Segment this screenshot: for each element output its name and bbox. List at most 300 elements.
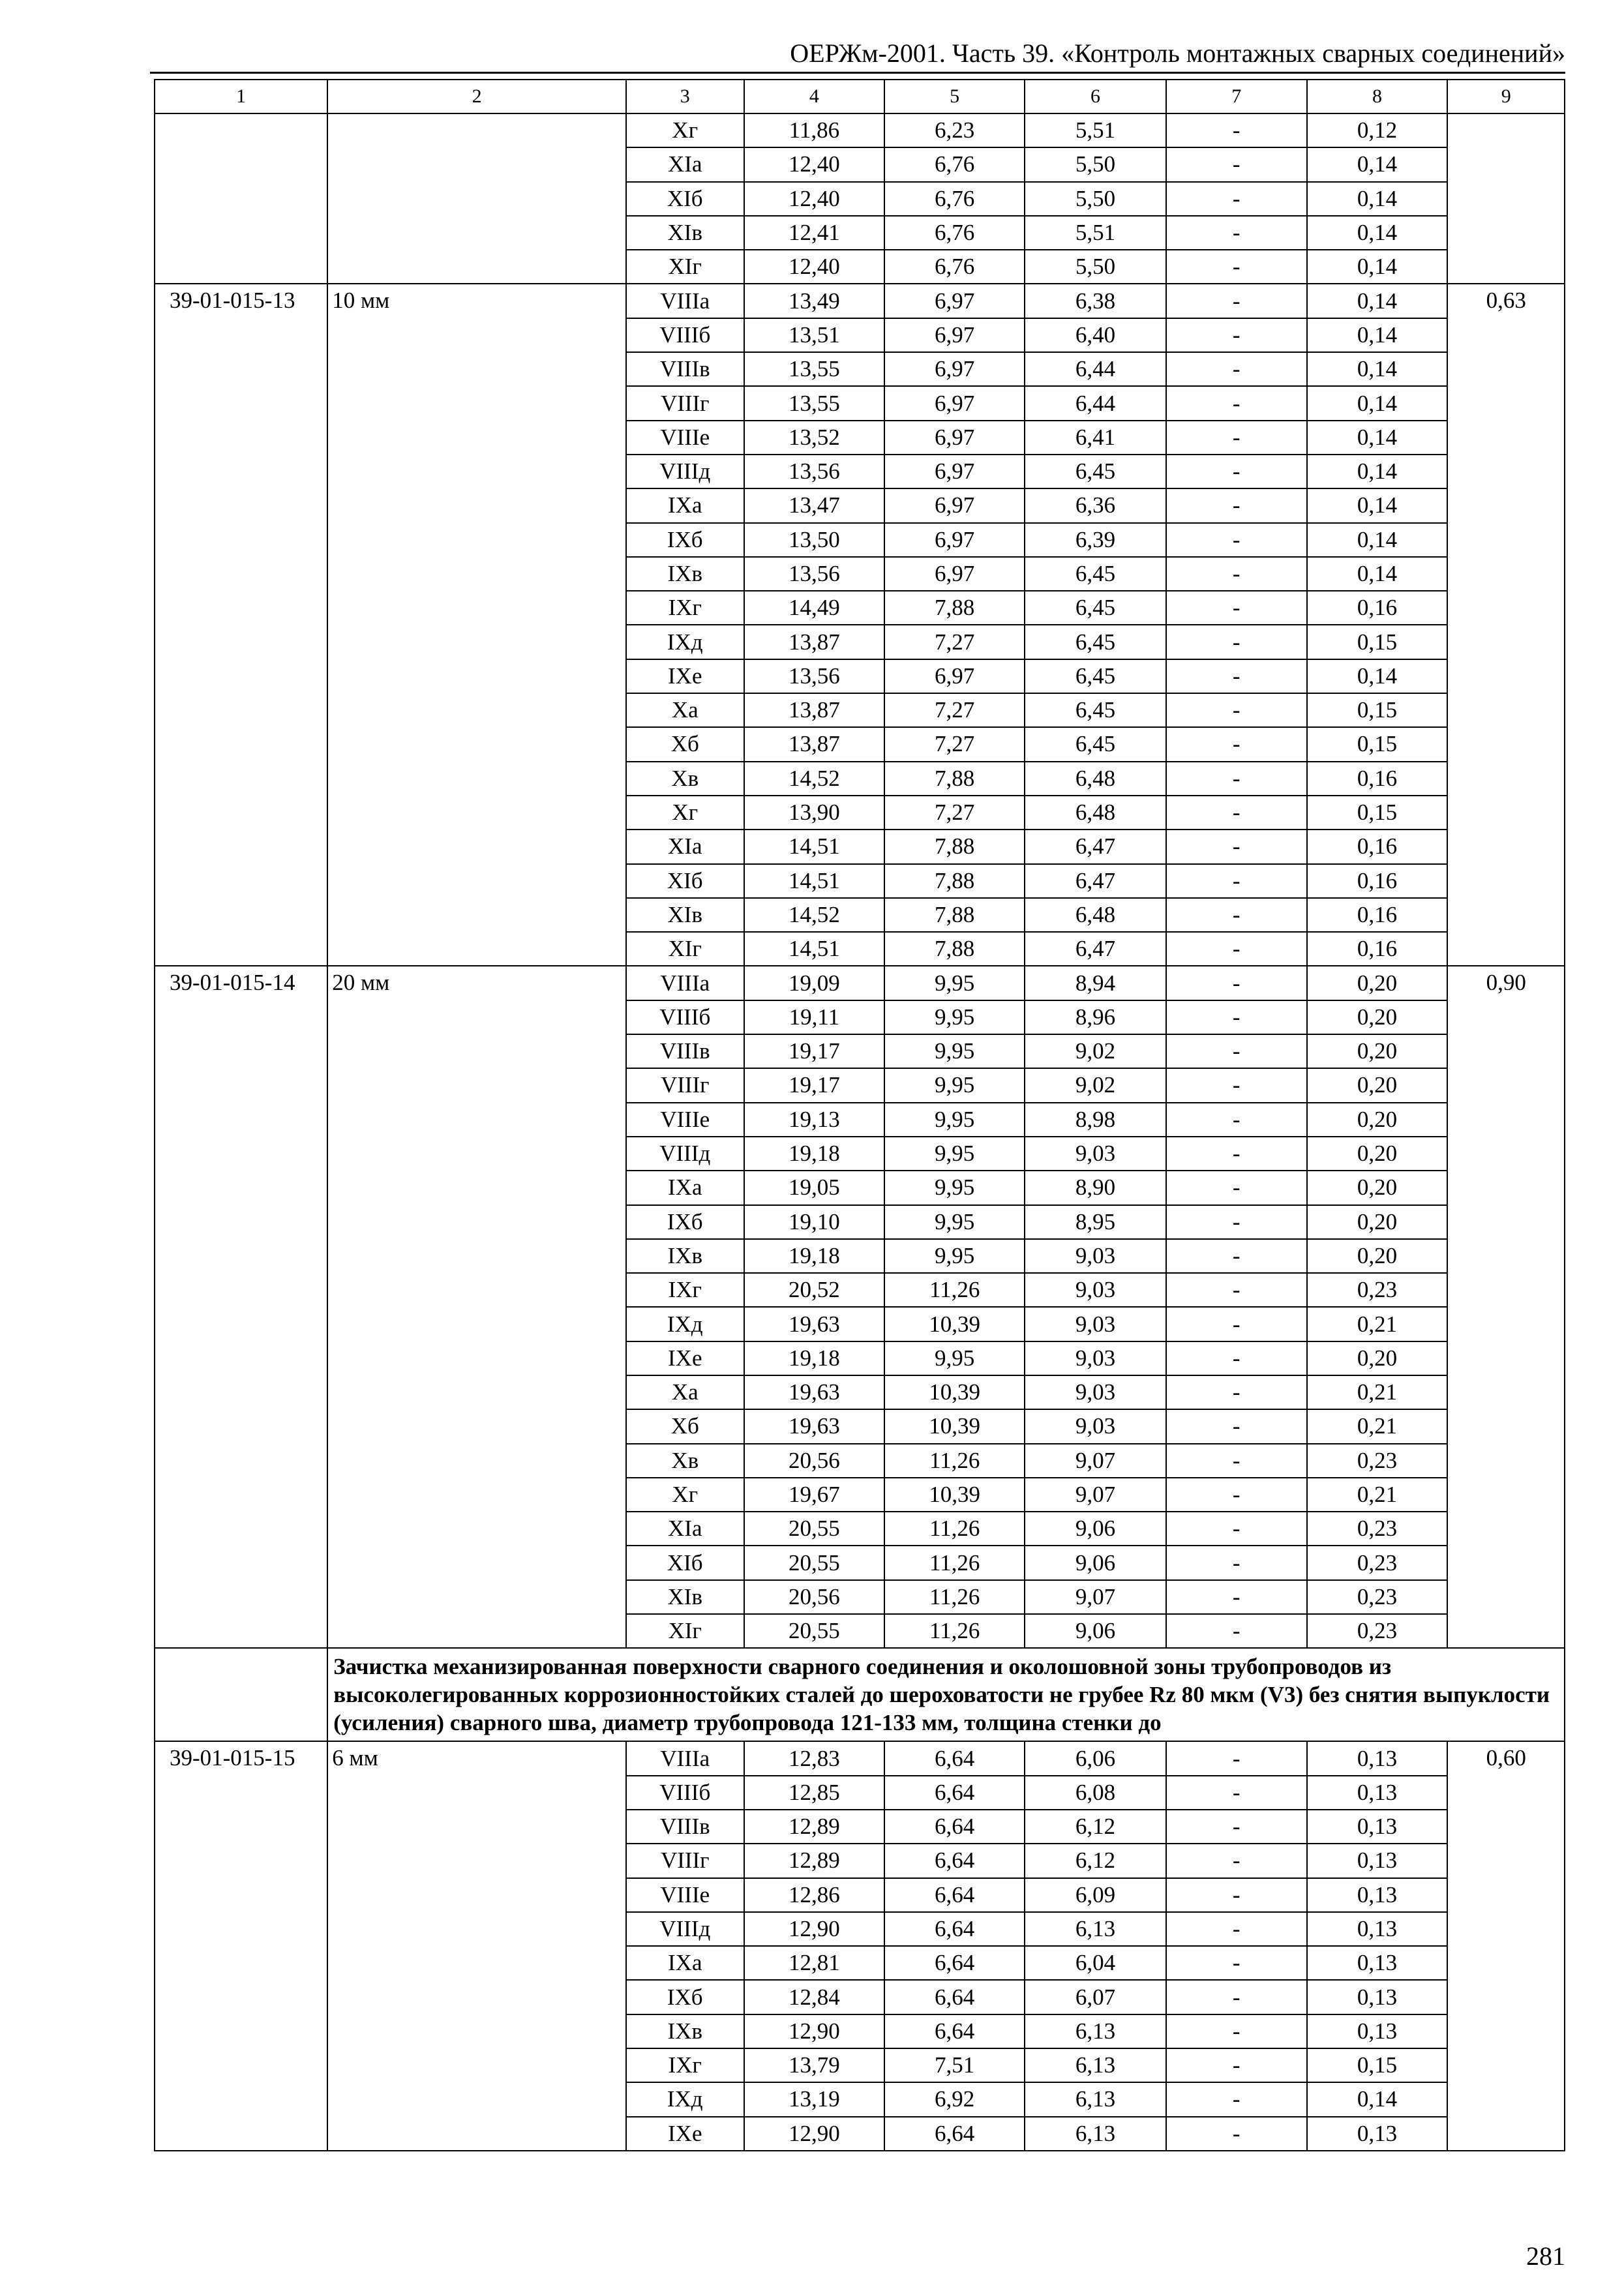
value-col6: 6,48: [1025, 898, 1166, 932]
column-number: 2: [327, 80, 626, 113]
group-cell: VIIIд: [626, 455, 744, 488]
value-col6: 6,08: [1025, 1776, 1166, 1810]
value-col7: -: [1166, 1444, 1307, 1478]
value-col6: 5,50: [1025, 147, 1166, 181]
group-cell: IXв: [626, 1239, 744, 1273]
table-row: [155, 1741, 1565, 1775]
value-col7: -: [1166, 1478, 1307, 1512]
value-col7: -: [1166, 557, 1307, 591]
group-cell: VIIIг: [626, 386, 744, 420]
value-col7: -: [1166, 216, 1307, 250]
value-col7: -: [1166, 1409, 1307, 1443]
value-col8: 0,14: [1307, 352, 1448, 386]
group-cell: XIг: [626, 932, 744, 966]
value-col5: 7,27: [884, 693, 1025, 727]
value-col4: 19,63: [744, 1409, 885, 1443]
value-col7: -: [1166, 1068, 1307, 1102]
value-col4: 19,09: [744, 966, 885, 1000]
value-col8: 0,15: [1307, 2048, 1448, 2082]
value-col6: 5,51: [1025, 113, 1166, 147]
value-col6: 6,45: [1025, 625, 1166, 659]
value-col8: 0,20: [1307, 1171, 1448, 1204]
value-col8: 0,21: [1307, 1375, 1448, 1409]
value-col6: 6,45: [1025, 659, 1166, 693]
value-col5: 6,64: [884, 1878, 1025, 1912]
value-col4: 19,18: [744, 1341, 885, 1375]
value-col5: 6,97: [884, 421, 1025, 455]
value-col7: -: [1166, 1103, 1307, 1137]
value-col5: 9,95: [884, 1000, 1025, 1034]
value-col4: 14,52: [744, 898, 885, 932]
value-col8: 0,15: [1307, 796, 1448, 830]
value-col8: 0,15: [1307, 727, 1448, 761]
value-col8: 0,16: [1307, 864, 1448, 898]
value-col7: -: [1166, 1171, 1307, 1204]
value-col5: 9,95: [884, 966, 1025, 1000]
value-col4: 20,55: [744, 1512, 885, 1546]
group-cell: Ха: [626, 693, 744, 727]
value-col8: 0,14: [1307, 386, 1448, 420]
value-col8: 0,14: [1307, 147, 1448, 181]
value-col7: -: [1166, 1946, 1307, 1980]
value-col8: 0,14: [1307, 488, 1448, 522]
value-col7: -: [1166, 455, 1307, 488]
value-col6: 8,90: [1025, 1171, 1166, 1204]
group-cell: IXд: [626, 2082, 744, 2116]
value-col7: -: [1166, 2048, 1307, 2082]
value-col6: 6,38: [1025, 284, 1166, 318]
value-col4: 12,90: [744, 2014, 885, 2048]
value-col7: -: [1166, 1878, 1307, 1912]
value-col8: 0,14: [1307, 318, 1448, 352]
value-col7: -: [1166, 864, 1307, 898]
value-col5: 6,64: [884, 1741, 1025, 1775]
group-cell: IXе: [626, 2117, 744, 2151]
value-col6: 9,06: [1025, 1546, 1166, 1579]
value-col8: 0,13: [1307, 2014, 1448, 2048]
value-col5: 11,26: [884, 1444, 1025, 1478]
value-col4: 19,18: [744, 1137, 885, 1171]
wall-thickness: 20 мм: [327, 966, 626, 1648]
value-col6: 6,45: [1025, 727, 1166, 761]
value-col4: 20,55: [744, 1546, 885, 1579]
value-col4: 12,40: [744, 182, 885, 216]
value-col7: -: [1166, 693, 1307, 727]
value-col7: -: [1166, 2117, 1307, 2151]
value-col8: 0,13: [1307, 1912, 1448, 1946]
value-col8: 0,20: [1307, 1341, 1448, 1375]
value-col8: 0,13: [1307, 1776, 1448, 1810]
value-col4: 13,87: [744, 693, 885, 727]
value-col4: 13,56: [744, 455, 885, 488]
value-col6: 6,13: [1025, 2014, 1166, 2048]
value-col6: 6,13: [1025, 2048, 1166, 2082]
value-col4: 12,40: [744, 147, 885, 181]
value-col5: 9,95: [884, 1171, 1025, 1204]
value-col8: 0,15: [1307, 693, 1448, 727]
value-col4: 12,90: [744, 2117, 885, 2151]
group-cell: XIб: [626, 182, 744, 216]
value-col8: 0,23: [1307, 1273, 1448, 1307]
value-col4: 12,84: [744, 1980, 885, 2014]
value-col4: 13,49: [744, 284, 885, 318]
value-col4: 19,18: [744, 1239, 885, 1273]
value-col7: -: [1166, 1614, 1307, 1648]
group-cell: XIа: [626, 147, 744, 181]
section-description-row: [155, 1648, 1565, 1741]
group-cell: VIIIв: [626, 352, 744, 386]
value-col7: -: [1166, 1000, 1307, 1034]
value-col8: 0,13: [1307, 1878, 1448, 1912]
value-col7: -: [1166, 1512, 1307, 1546]
value-col4: 19,63: [744, 1307, 885, 1341]
group-cell: IXб: [626, 1205, 744, 1239]
value-col8: 0,12: [1307, 113, 1448, 147]
value-col6: 8,98: [1025, 1103, 1166, 1137]
column-number-row: [155, 80, 1565, 113]
value-col6: 6,48: [1025, 762, 1166, 796]
value-col5: 6,97: [884, 386, 1025, 420]
group-cell: VIIIг: [626, 1068, 744, 1102]
value-col8: 0,16: [1307, 898, 1448, 932]
value-col6: 8,95: [1025, 1205, 1166, 1239]
value-col7: -: [1166, 1810, 1307, 1844]
value-col4: 12,89: [744, 1810, 885, 1844]
value-col5: 7,88: [884, 932, 1025, 966]
value-col5: 6,64: [884, 1946, 1025, 1980]
description-blank-cell: [155, 1648, 327, 1741]
value-col6: 9,06: [1025, 1512, 1166, 1546]
value-col6: 6,13: [1025, 1912, 1166, 1946]
table-row: [155, 113, 1565, 147]
value-col5: 6,97: [884, 557, 1025, 591]
value-col8: 0,20: [1307, 1000, 1448, 1034]
value-col6: 6,40: [1025, 318, 1166, 352]
value-col6: 9,03: [1025, 1409, 1166, 1443]
group-cell: XIг: [626, 250, 744, 284]
column-number: 9: [1447, 80, 1565, 113]
value-col4: 12,89: [744, 1844, 885, 1878]
value-col7: -: [1166, 727, 1307, 761]
value-col7: -: [1166, 966, 1307, 1000]
value-col7: -: [1166, 830, 1307, 863]
value-col4: 12,86: [744, 1878, 885, 1912]
value-col4: 12,83: [744, 1741, 885, 1775]
value-col5: 6,64: [884, 1810, 1025, 1844]
value-col4: 19,10: [744, 1205, 885, 1239]
value-col8: 0,20: [1307, 966, 1448, 1000]
value-col6: 6,13: [1025, 2082, 1166, 2116]
value-col8: 0,23: [1307, 1444, 1448, 1478]
value-col6: 6,47: [1025, 864, 1166, 898]
value-col5: 6,64: [884, 2014, 1025, 2048]
value-col5: 11,26: [884, 1614, 1025, 1648]
value-col7: -: [1166, 147, 1307, 181]
header-divider: [150, 72, 1565, 74]
value-col4: 13,56: [744, 659, 885, 693]
group-cell: IXг: [626, 591, 744, 625]
value-col7: -: [1166, 1580, 1307, 1614]
value-col5: 6,64: [884, 1980, 1025, 2014]
value-col8: 0,20: [1307, 1068, 1448, 1102]
value-col6: 6,45: [1025, 557, 1166, 591]
value-col6: 6,44: [1025, 352, 1166, 386]
value-col5: 7,88: [884, 898, 1025, 932]
value-col8: 0,13: [1307, 1946, 1448, 1980]
value-col7: -: [1166, 2014, 1307, 2048]
group-cell: VIIIе: [626, 1878, 744, 1912]
value-col5: 6,97: [884, 455, 1025, 488]
wall-thickness: [327, 113, 626, 284]
page-header-title: ОЕРЖм-2001. Часть 39. «Контроль монтажных сварных соединений»: [790, 38, 1565, 68]
value-col6: 6,06: [1025, 1741, 1166, 1775]
value-col7: -: [1166, 488, 1307, 522]
group-cell: VIIIб: [626, 1000, 744, 1034]
value-col6: 6,41: [1025, 421, 1166, 455]
value-col8: 0,20: [1307, 1034, 1448, 1068]
value-col5: 11,26: [884, 1273, 1025, 1307]
value-col7: -: [1166, 762, 1307, 796]
value-col7: -: [1166, 1375, 1307, 1409]
value-col5: 6,97: [884, 488, 1025, 522]
value-col6: 6,47: [1025, 932, 1166, 966]
value-col5: 6,97: [884, 523, 1025, 557]
value-col5: 6,76: [884, 250, 1025, 284]
value-col8: 0,20: [1307, 1239, 1448, 1273]
value-col7: -: [1166, 182, 1307, 216]
value-col4: 13,90: [744, 796, 885, 830]
value-col8: 0,21: [1307, 1478, 1448, 1512]
column-number: 8: [1307, 80, 1448, 113]
value-col5: 7,27: [884, 625, 1025, 659]
value-col4: 13,55: [744, 386, 885, 420]
value-col6: 5,51: [1025, 216, 1166, 250]
value-col7: -: [1166, 1205, 1307, 1239]
group-cell: VIIIе: [626, 421, 744, 455]
value-col7: -: [1166, 1239, 1307, 1273]
value-col6: 9,02: [1025, 1068, 1166, 1102]
value-col7: -: [1166, 659, 1307, 693]
value-col6: 6,09: [1025, 1878, 1166, 1912]
group-cell: VIIIд: [626, 1137, 744, 1171]
value-col5: 7,88: [884, 762, 1025, 796]
group-cell: Хв: [626, 1444, 744, 1478]
value-col8: 0,14: [1307, 2082, 1448, 2116]
value-col6: 9,06: [1025, 1614, 1166, 1648]
value-col8: 0,16: [1307, 762, 1448, 796]
value-col5: 7,51: [884, 2048, 1025, 2082]
value-col4: 20,56: [744, 1580, 885, 1614]
value-col8: 0,14: [1307, 659, 1448, 693]
value-col6: 9,03: [1025, 1307, 1166, 1341]
value-col6: 8,94: [1025, 966, 1166, 1000]
value-col8: 0,13: [1307, 1844, 1448, 1878]
norm-code: 39-01-015-13: [155, 284, 327, 966]
group-cell: VIIIд: [626, 1912, 744, 1946]
value-col4: 19,13: [744, 1103, 885, 1137]
group-cell: IXа: [626, 1946, 744, 1980]
value-col6: 6,39: [1025, 523, 1166, 557]
value-col7: -: [1166, 523, 1307, 557]
group-cell: IXа: [626, 1171, 744, 1204]
value-col5: 6,97: [884, 352, 1025, 386]
value-col6: 6,45: [1025, 591, 1166, 625]
value-col5: 9,95: [884, 1341, 1025, 1375]
value-col7: -: [1166, 1341, 1307, 1375]
value-col5: 11,26: [884, 1512, 1025, 1546]
material-value: 0,60: [1447, 1741, 1565, 2151]
value-col4: 13,87: [744, 727, 885, 761]
value-col8: 0,13: [1307, 1980, 1448, 2014]
value-col5: 6,92: [884, 2082, 1025, 2116]
value-col4: 12,40: [744, 250, 885, 284]
value-col5: 9,95: [884, 1205, 1025, 1239]
value-col6: 6,48: [1025, 796, 1166, 830]
value-col7: -: [1166, 1137, 1307, 1171]
group-cell: XIа: [626, 830, 744, 863]
column-number: 3: [626, 80, 744, 113]
group-cell: Хг: [626, 113, 744, 147]
value-col6: 6,12: [1025, 1844, 1166, 1878]
value-col7: -: [1166, 898, 1307, 932]
value-col7: -: [1166, 386, 1307, 420]
value-col8: 0,20: [1307, 1205, 1448, 1239]
value-col4: 20,52: [744, 1273, 885, 1307]
value-col6: 6,12: [1025, 1810, 1166, 1844]
value-col5: 7,88: [884, 864, 1025, 898]
norm-code: 39-01-015-15: [155, 1741, 327, 2151]
wall-thickness: 6 мм: [327, 1741, 626, 2151]
value-col4: 13,50: [744, 523, 885, 557]
value-col6: 6,45: [1025, 455, 1166, 488]
value-col8: 0,20: [1307, 1137, 1448, 1171]
value-col5: 9,95: [884, 1239, 1025, 1273]
value-col8: 0,23: [1307, 1614, 1448, 1648]
value-col4: 13,56: [744, 557, 885, 591]
group-cell: VIIIв: [626, 1810, 744, 1844]
value-col6: 6,45: [1025, 693, 1166, 727]
norm-code: [155, 113, 327, 284]
wall-thickness: 10 мм: [327, 284, 626, 966]
value-col6: 9,07: [1025, 1444, 1166, 1478]
norm-code: 39-01-015-14: [155, 966, 327, 1648]
value-col4: 13,55: [744, 352, 885, 386]
value-col7: -: [1166, 1741, 1307, 1775]
norms-table-body: [155, 80, 1565, 2151]
value-col4: 20,55: [744, 1614, 885, 1648]
value-col4: 19,05: [744, 1171, 885, 1204]
value-col5: 11,26: [884, 1580, 1025, 1614]
value-col6: 9,02: [1025, 1034, 1166, 1068]
group-cell: Ха: [626, 1375, 744, 1409]
value-col6: 9,03: [1025, 1273, 1166, 1307]
value-col7: -: [1166, 932, 1307, 966]
value-col6: 6,47: [1025, 830, 1166, 863]
group-cell: VIIIа: [626, 1741, 744, 1775]
value-col6: 6,13: [1025, 2117, 1166, 2151]
material-value: 0,90: [1447, 966, 1565, 1648]
value-col4: 14,49: [744, 591, 885, 625]
value-col6: 6,07: [1025, 1980, 1166, 2014]
group-cell: IXг: [626, 2048, 744, 2082]
value-col7: -: [1166, 1912, 1307, 1946]
value-col8: 0,15: [1307, 625, 1448, 659]
group-cell: VIIIе: [626, 1103, 744, 1137]
group-cell: XIг: [626, 1614, 744, 1648]
value-col7: -: [1166, 1776, 1307, 1810]
value-col6: 6,44: [1025, 386, 1166, 420]
group-cell: IXв: [626, 2014, 744, 2048]
value-col4: 11,86: [744, 113, 885, 147]
value-col8: 0,16: [1307, 830, 1448, 863]
norms-table: [154, 79, 1565, 2151]
value-col7: -: [1166, 250, 1307, 284]
value-col4: 19,17: [744, 1034, 885, 1068]
value-col4: 12,81: [744, 1946, 885, 1980]
column-number: 6: [1025, 80, 1166, 113]
value-col4: 12,41: [744, 216, 885, 250]
value-col4: 19,63: [744, 1375, 885, 1409]
value-col5: 7,27: [884, 727, 1025, 761]
group-cell: IXа: [626, 488, 744, 522]
group-cell: Хв: [626, 762, 744, 796]
value-col5: 6,76: [884, 182, 1025, 216]
value-col8: 0,23: [1307, 1512, 1448, 1546]
value-col6: 8,96: [1025, 1000, 1166, 1034]
value-col6: 9,03: [1025, 1341, 1166, 1375]
value-col4: 13,52: [744, 421, 885, 455]
group-cell: VIIIа: [626, 966, 744, 1000]
value-col4: 13,47: [744, 488, 885, 522]
value-col8: 0,21: [1307, 1307, 1448, 1341]
column-number: 1: [155, 80, 327, 113]
value-col6: 6,36: [1025, 488, 1166, 522]
value-col5: 7,88: [884, 830, 1025, 863]
value-col4: 14,51: [744, 932, 885, 966]
value-col5: 10,39: [884, 1409, 1025, 1443]
page-number: 281: [1526, 2241, 1565, 2271]
group-cell: Хг: [626, 1478, 744, 1512]
table-row: [155, 966, 1565, 1000]
value-col4: 14,51: [744, 830, 885, 863]
value-col6: 9,03: [1025, 1375, 1166, 1409]
value-col8: 0,16: [1307, 591, 1448, 625]
group-cell: IXе: [626, 659, 744, 693]
value-col7: -: [1166, 625, 1307, 659]
value-col7: -: [1166, 796, 1307, 830]
value-col4: 14,51: [744, 864, 885, 898]
value-col5: 6,76: [884, 147, 1025, 181]
group-cell: Хб: [626, 727, 744, 761]
value-col8: 0,14: [1307, 250, 1448, 284]
value-col7: -: [1166, 1980, 1307, 2014]
value-col8: 0,13: [1307, 2117, 1448, 2151]
value-col5: 7,88: [884, 591, 1025, 625]
value-col7: -: [1166, 1546, 1307, 1579]
value-col8: 0,16: [1307, 932, 1448, 966]
value-col7: -: [1166, 1307, 1307, 1341]
group-cell: XIв: [626, 898, 744, 932]
value-col4: 12,90: [744, 1912, 885, 1946]
value-col7: -: [1166, 318, 1307, 352]
value-col5: 6,97: [884, 659, 1025, 693]
value-col8: 0,21: [1307, 1409, 1448, 1443]
group-cell: IXб: [626, 523, 744, 557]
value-col8: 0,14: [1307, 182, 1448, 216]
value-col7: -: [1166, 352, 1307, 386]
value-col8: 0,23: [1307, 1580, 1448, 1614]
value-col5: 9,95: [884, 1034, 1025, 1068]
